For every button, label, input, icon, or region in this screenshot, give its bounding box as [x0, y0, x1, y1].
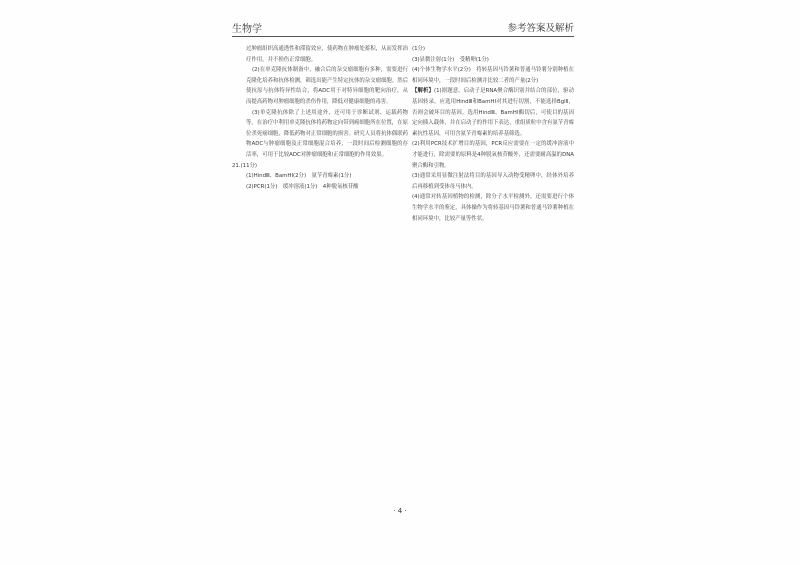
answer-line: (3)显微注射(1分) 受精卵(1分) — [412, 56, 489, 63]
question-number: 21.(11分) — [232, 162, 258, 169]
answer-line: (2)PCR(1分) 缓冲溶液(1分) 4种脱氧核苷酸 — [246, 183, 359, 190]
left-paragraph: (2)在单克隆抗体制备中，融合后的杂交瘤细胞有多种，需要进行克隆化培养和抗体检测，筛选出能产生特定抗体的杂交瘤细胞。然后使抗原与抗体特异性结合，将ADC用于对特异细胞的靶向治疗，从而提高药物对肿瘤细胞的杀伤作用，降低对健康细胞的毒害。 — [246, 67, 408, 105]
left-paragraph: (3)单克隆抗体除了上述用途外，还可用于诊断试剂、运载药物等。在治疗中利用单克隆抗体将药物定向带到癌细胞所在位置，在原位杀死癌细胞，降低药物对正常细胞的损害。研究人员将抗体偶联药物ADC与肿瘤细胞及正常细胞混合培养，一段时间后检测细胞的存活率，可用于比较ADC对肿瘤细胞和正常细胞的作用效果。 — [246, 109, 408, 158]
page-number: · 4 · — [393, 507, 407, 515]
analysis-label: 【解析】 — [412, 88, 434, 95]
analysis-paragraph — [412, 86, 574, 139]
section-title: 参考答案及解析 — [507, 23, 574, 34]
left-column — [232, 44, 408, 192]
analysis-paragraph: (4)通常对转基因植物的检测，除分子水平检测外，还需要进行个体生物学水平的鉴定，具体操作为将转基因马铃薯和普通马铃薯种植在相同环境中，比较产量等性状。 — [412, 194, 574, 222]
page-header — [232, 18, 574, 37]
subject-title: 生物学 — [232, 24, 262, 35]
answer-line: (1分) — [412, 46, 426, 52]
answer-line: (4)个体生物学水平(2分) 将转基因马铃薯和普通马铃薯分别种植在相同环境中，一段时间后检测并比较二者的产量(2分) — [412, 67, 574, 84]
right-column — [412, 44, 574, 224]
answer-line: (1)HindⅢ、BamHⅠ(2分) 氨苄青霉素(1分) — [246, 173, 352, 180]
analysis-text: (1)据题意，启动子是RNA聚合酶识别并结合的部位，驱动基因转录，应选用HindⅢ和BamHⅠ对其进行切割，不能选择BglⅡ，否则会破坏目的基因。选用HindⅢ、BamHⅠ酶切后，可使目的基因定向插入载体，并在启动子的作用下表达，重组质粒中含有氨苄青霉素抗性基因，可用含氨苄青霉素的培养基筛选。 — [412, 88, 574, 137]
left-paragraph: 过肿瘤组织高通透性和滞留效应，使药物在肿瘤处蓄积，从而发挥治疗作用，并不损伤正常细胞。 — [246, 46, 408, 63]
analysis-paragraph: (3)通常采用显微注射法将目的基因导入动物受精卵中，经体外培养后再移植到受体母马体内。 — [412, 173, 574, 190]
analysis-paragraph: (2)利用PCR技术扩增目的基因，PCR反应需要在一定的缓冲溶液中才能进行，除需要的原料是4种脱氧核苷酸外，还需要耐高温的DNA聚合酶和引物。 — [412, 141, 574, 169]
